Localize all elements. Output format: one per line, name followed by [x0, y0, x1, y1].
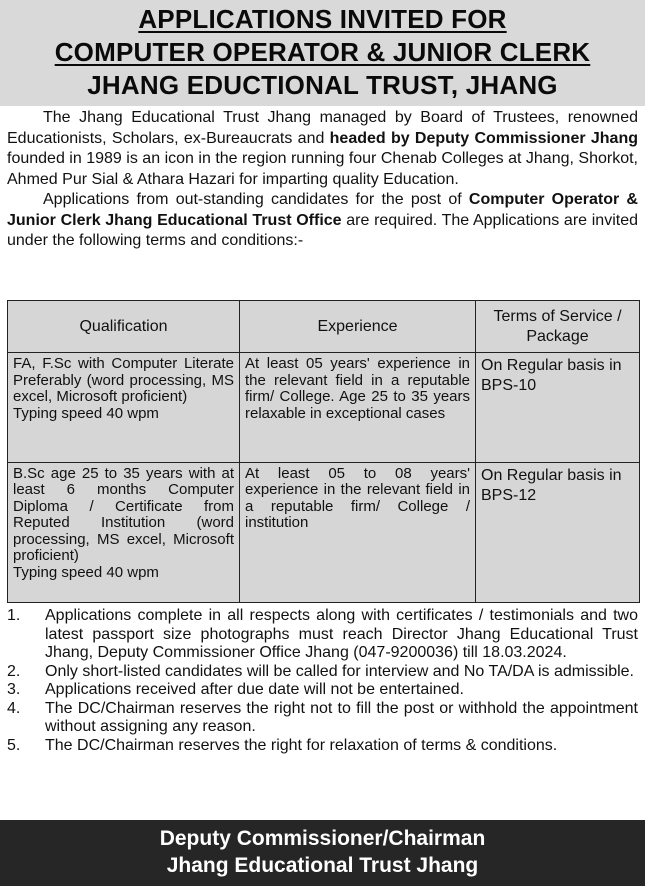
qualification-cell [8, 353, 240, 463]
list-text: Applications received after due date will not be entertained. [45, 681, 464, 698]
package-cell: On Regular basis in BPS-12 [476, 462, 640, 602]
typing-speed-text: Typing speed 40 wpm [13, 404, 159, 422]
header-package: Terms of Service / Package [476, 301, 640, 353]
intro-p1-text-a: The Jhang Educational Trust Jhang managed by Board of Trustees, renowned Educationists, Scholars, ex-Bureaucrats and [7, 109, 638, 147]
experience-cell: At least 05 years' experience in the relevant field in a reputable firm/ College. Age 25 to 35 years relaxable in exceptional cases [240, 353, 476, 463]
list-number: 5. [7, 736, 21, 754]
intro-p1-text-b: founded in 1989 is an icon in the region running four Chenab Colleges at Jhang, Shorkot, Ahmed Pur Sial & Athara Hazari for imparting quality Education. [7, 150, 638, 188]
qualification-cell [8, 462, 240, 602]
header-experience: Experience [240, 301, 476, 353]
terms-table [7, 300, 640, 603]
experience-cell: At least 05 to 08 years' experience in the relevant field in a reputable firm/ College / institution [240, 462, 476, 602]
title-line-3: JHANG EDUCTIONAL TRUST, JHANG [87, 70, 558, 100]
intro-p2-text-a: Applications from out-standing candidates for the post of [43, 191, 469, 208]
intro-paragraph-1 [7, 108, 638, 190]
intro-paragraph-2 [7, 190, 638, 252]
table-row [8, 353, 640, 463]
list-text: Applications complete in all respects along with certificates / testimonials and two latest passport size photographs must reach Director Jhang Educational Trust Jhang, Deputy Commissioner Office Jhang (047-9200036) till 18.03.2024. [45, 607, 638, 661]
list-text: The DC/Chairman reserves the right not to fill the post or withhold the appointment without assigning any reason. [45, 699, 638, 735]
conditions-list [7, 607, 638, 755]
list-item [7, 607, 638, 663]
footer-line-1: Deputy Commissioner/Chairman [159, 827, 486, 850]
intro-text [7, 108, 638, 252]
list-number: 2. [7, 662, 21, 680]
title-line-1: APPLICATIONS INVITED FOR [138, 4, 507, 34]
signature-footer [0, 820, 645, 886]
package-cell: On Regular basis in BPS-10 [476, 353, 640, 463]
list-item [7, 681, 638, 700]
list-item [7, 737, 638, 756]
intro-p1-bold: headed by Deputy Commissioner Jhang [329, 129, 638, 147]
list-item [7, 663, 638, 682]
table-row [8, 462, 640, 602]
list-number: 1. [7, 607, 21, 624]
list-item [7, 700, 638, 737]
typing-speed-text: Typing speed 40 wpm [13, 563, 159, 581]
header-qualification: Qualification [8, 301, 240, 353]
intro-p2-text-b: are required. The Applications are invited under the following terms and conditions:- [7, 211, 638, 249]
intro-p2-bold: Computer Operator & Junior Clerk Jhang Educational Trust Office [7, 191, 638, 229]
footer-line-2: Jhang Educational Trust Jhang [166, 854, 479, 877]
qualification-text: FA, F.Sc with Computer Literate Preferably (word processing, MS excel, Microsoft proficient) [13, 355, 234, 406]
qualification-text: B.Sc age 25 to 35 years with at least 6 months Computer Diploma / Certificate from Reputed Institution (word processing, MS excel, Microsoft proficient) [13, 464, 234, 565]
list-number: 4. [7, 699, 21, 717]
list-text: Only short-listed candidates will be called for interview and No TA/DA is admissible. [45, 662, 634, 680]
table-header-row [8, 301, 640, 353]
title-line-2: COMPUTER OPERATOR & JUNIOR CLERK [54, 37, 591, 67]
list-text: The DC/Chairman reserves the right for relaxation of terms & conditions. [45, 736, 558, 754]
list-number: 3. [7, 681, 21, 698]
title-banner [0, 0, 645, 106]
